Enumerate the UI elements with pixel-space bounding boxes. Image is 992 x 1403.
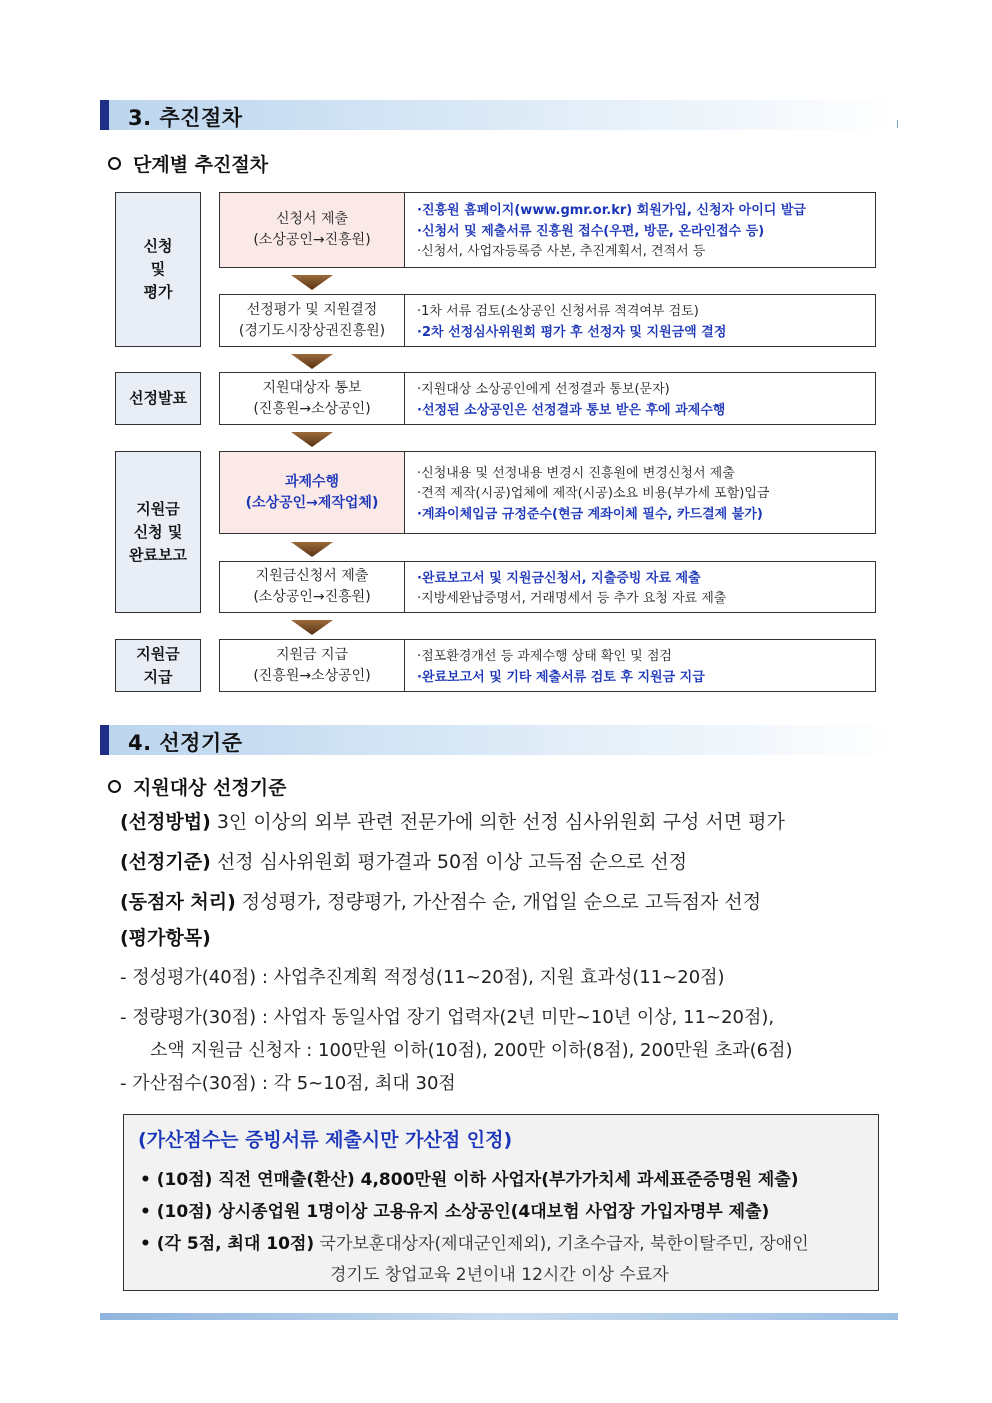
section-3-subtitle: 단계별 추진절차 bbox=[108, 150, 268, 177]
bonus-points-box bbox=[123, 1114, 879, 1291]
step-description: ·지원대상 소상공인에게 선정결과 통보(문자) ·선정된 소상공인은 선정결과 통보 받은 후에 과제수행 bbox=[417, 382, 726, 418]
section-4-subtitle: 지원대상 선정기준 bbox=[108, 773, 286, 800]
stage-apply-evaluate bbox=[115, 192, 201, 347]
stage-label: 선정발표 bbox=[129, 389, 187, 407]
ring-bullet-icon bbox=[108, 157, 121, 170]
stage-announcement bbox=[115, 372, 201, 425]
evaluation-item: - 정량평가(30점) : 사업자 동일사업 장기 업력자(2년 미만~10년 이상, 11~20점), bbox=[120, 1007, 775, 1028]
header-accent-bar bbox=[100, 100, 109, 130]
down-arrow-icon bbox=[291, 275, 333, 290]
bonus-item: • (각 5점, 최대 10점) 국가보훈대상자(제대군인제외), 기초수급자, 북한이탈주민, 장애인 bbox=[140, 1234, 809, 1254]
step-title: 지원금신청서 제출 (소상공인→진흥원) bbox=[220, 562, 405, 612]
evaluation-items-label: (평가항목) bbox=[120, 927, 211, 949]
stage-label: 신청 및 bbox=[133, 522, 183, 541]
down-arrow-icon bbox=[291, 432, 333, 447]
step-notification bbox=[219, 372, 876, 425]
bonus-item: • (10점) 직전 연매출(환산) 4,800만원 이하 사업자(부가가치세 과세표준증명원 제출) bbox=[140, 1170, 799, 1190]
step-description: ·점포환경개선 등 과제수행 상태 확인 및 점검 ·완료보고서 및 기타 제출서류 검토 후 지원금 지급 bbox=[417, 649, 705, 685]
stage-label: 완료보고 bbox=[129, 545, 187, 564]
bonus-item-continuation: 경기도 창업교육 2년이내 12시간 이상 수료자 bbox=[330, 1265, 669, 1285]
step-subsidy-request bbox=[219, 561, 876, 613]
stage-label: 신청 bbox=[143, 237, 173, 255]
step-description: ·신청내용 및 선정내용 변경시 진흥원에 변경신청서 제출 ·견적 제작(시공)업체에 제작(시공)소요 비용(부가세 포함)입금 ·계좌이체입금 규정준수(현금 계좌이체 필수, 카드결제 불가) bbox=[417, 465, 770, 522]
footer-bar bbox=[100, 1313, 898, 1320]
tie-breaking: (동점자 처리) 정성평가, 정량평가, 가산점수 순, 개업일 순으로 고득점자 선정 bbox=[120, 891, 762, 913]
section-4-title: 4. 선정기준 bbox=[128, 731, 243, 755]
stage-label: 지급 bbox=[143, 667, 173, 686]
stage-payment bbox=[115, 639, 201, 692]
stage-label: 평가 bbox=[143, 283, 173, 301]
bonus-item: • (10점) 상시종업원 1명이상 고용유지 소상공인(4대보험 사업장 가입자명부 제출) bbox=[140, 1202, 770, 1222]
section-4-header bbox=[100, 725, 898, 755]
step-task-execution bbox=[219, 451, 876, 534]
section-3-title: 3. 추진절차 bbox=[128, 106, 243, 130]
header-tick bbox=[897, 120, 898, 128]
selection-method: (선정방법) 3인 이상의 외부 관련 전문가에 의한 선정 심사위원회 구성 서면 평가 bbox=[120, 811, 785, 833]
stage-label: 및 bbox=[150, 260, 166, 278]
step-title: 과제수행 (소상공인→제작업체) bbox=[220, 452, 405, 533]
section-3-header bbox=[100, 100, 898, 130]
stage-label: 지원금 bbox=[136, 644, 180, 663]
selection-criteria: (선정기준) 선정 심사위원회 평가결과 50점 이상 고득점 순으로 선정 bbox=[120, 851, 688, 873]
evaluation-item: - 가산점수(30점) : 각 5~10점, 최대 30점 bbox=[120, 1073, 456, 1094]
step-title: 선정평가 및 지원결정 (경기도시장상권진흥원) bbox=[220, 295, 405, 346]
evaluation-item: 소액 지원금 신청자 : 100만원 이하(10점), 200만 이하(8점), 200만원 초과(6점) bbox=[150, 1040, 793, 1061]
step-title: 지원금 지급 (진흥원→소상공인) bbox=[220, 640, 405, 691]
bonus-box-title: (가산점수는 증빙서류 제출시만 가산점 인정) bbox=[138, 1129, 513, 1151]
evaluation-item: - 정성평가(40점) : 사업추진계획 적정성(11~20점), 지원 효과성(11~20점) bbox=[120, 967, 725, 988]
stage-subsidy-report bbox=[115, 451, 201, 613]
down-arrow-icon bbox=[291, 542, 333, 557]
stage-label: 지원금 bbox=[136, 499, 180, 518]
step-evaluation-decision bbox=[219, 294, 876, 347]
down-arrow-icon bbox=[291, 354, 333, 369]
step-description: ·1차 서류 검토(소상공인 신청서류 적격여부 검토) ·2차 선정심사위원회 평가 후 선정자 및 지원금액 결정 bbox=[417, 304, 727, 340]
down-arrow-icon bbox=[291, 620, 333, 635]
ring-bullet-icon bbox=[108, 780, 121, 793]
step-description: ·완료보고서 및 지원금신청서, 지출증빙 자료 제출 ·지방세완납증명서, 거래명세서 등 추가 요청 자료 제출 bbox=[417, 570, 727, 606]
step-description: ·진흥원 홈페이지(www.gmr.or.kr) 회원가입, 신청자 아이디 발급 ·신청서 및 제출서류 진흥원 접수(우편, 방문, 온라인접수 등) ·신청서, 사업자등록증 사본, 추진계획서, 견적서 등 bbox=[417, 203, 806, 260]
step-title: 신청서 제출 (소상공인→진흥원) bbox=[220, 193, 405, 267]
header-accent-bar bbox=[100, 725, 109, 755]
step-application-submit bbox=[219, 192, 876, 268]
step-title: 지원대상자 통보 (진흥원→소상공인) bbox=[220, 373, 405, 424]
step-subsidy-payment bbox=[219, 639, 876, 692]
